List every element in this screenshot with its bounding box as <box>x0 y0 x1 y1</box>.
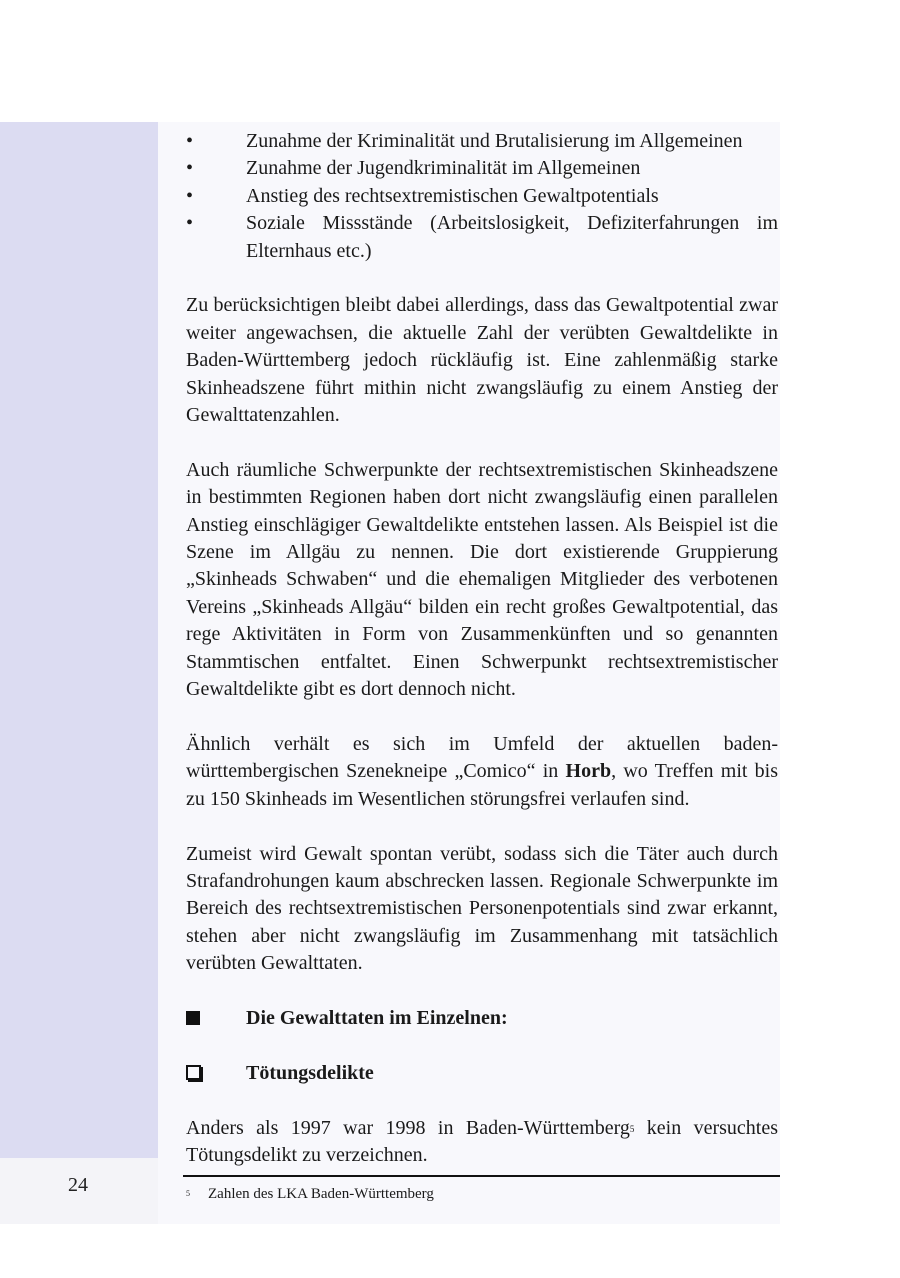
footnote-mark: 5 <box>186 1189 190 1198</box>
bullet-icon: • <box>186 184 194 207</box>
place-name: Horb <box>565 760 612 783</box>
filled-square-icon <box>186 1011 200 1025</box>
paragraph-toetungsdelikte: Anders als 1997 war 1998 in Baden-Württemberg$^5$ kein versuchtes Tötungsdelikt zu verzeichnen. <box>186 1116 778 1166</box>
document-body <box>186 128 778 1197</box>
footnote-reference[interactable]: 5 <box>629 1123 635 1134</box>
paragraph-schwerpunkte: Auch räumliche Schwerpunkte der rechtsextremistischen Skinheadszene in bestimmten Regionen haben dort nicht zwangsläufig einen parallelen Anstieg einschlägiger Gewaltdelikte entstehen lassen. Als Beispiel ist die Szene im Allgäu zu nennen. Die dort existierende Gruppierung „Skinheads Schwaben“ und die ehemaligen Mitglieder des verbotenen Vereins „Skinheads Allgäu“ bilden ein recht großes Gewaltpotential, das rege Aktivitäten in Form von Zusammenkünften und so genannten Stammtischen entfaltet. Einen Schwerpunkt rechtsextremistischer Gewaltdelikte gibt es dort dennoch nicht. <box>186 458 778 701</box>
section-heading: Die Gewalttaten im Einzelnen: <box>186 1005 778 1032</box>
page-number: 24 <box>68 1174 88 1196</box>
bullet-icon: • <box>186 157 194 180</box>
list-item: • Zunahme der Jugendkriminalität im Allgemeinen <box>186 155 778 182</box>
paragraph-gewaltpotential: Zu berücksichtigen bleibt dabei allerdings, dass das Gewaltpotential zwar weiter angewachsen, die aktuelle Zahl der verübten Gewaltdelikte in Baden-Württemberg jedoch rückläufig ist. Eine zahlenmäßig starke Skinheadszene führt mithin nicht zwangsläufig zu einem Anstieg der Gewalttatenzahlen. <box>186 294 778 427</box>
footnote-text: Zahlen des LKA Baden-Württemberg <box>208 1186 434 1202</box>
bullet-icon: • <box>186 212 194 235</box>
bullet-list <box>186 128 778 265</box>
hollow-square-icon <box>186 1065 201 1080</box>
paragraph-comico: Ähnlich verhält es sich im Umfeld der aktuellen baden-württembergischen Szenekneipe „Comico“ in Horb, wo Treffen mit bis zu 150 Skinheads im Wesentlichen störungsfrei verlaufen sind. <box>186 732 779 810</box>
list-item: • Anstieg des rechtsextremistischen Gewaltpotentials <box>186 183 778 210</box>
footnote-divider <box>183 1175 780 1177</box>
sidebar-band <box>0 122 158 1158</box>
list-item: • Soziale Missstände (Arbeitslosigkeit, Defiziterfahrungen im Elternhaus etc.) <box>186 212 778 262</box>
bullet-icon: • <box>186 130 194 152</box>
list-item: • Zunahme der Kriminalität und Brutalisierung im Allgemeinen <box>186 128 778 155</box>
footnote <box>186 1185 434 1203</box>
subsection-heading: Tötungsdelikte <box>186 1060 778 1087</box>
paragraph-spontan: Zumeist wird Gewalt spontan verübt, sodass sich die Täter auch durch Strafandrohungen kaum abschrecken lassen. Regionale Schwerpunkte im Bereich des rechtsextremistischen Personenpotentials sind zwar erkannt, stehen aber nicht zwangsläufig im Zusammenhang mit tatsächlich verübten Gewalttaten. <box>186 842 778 975</box>
